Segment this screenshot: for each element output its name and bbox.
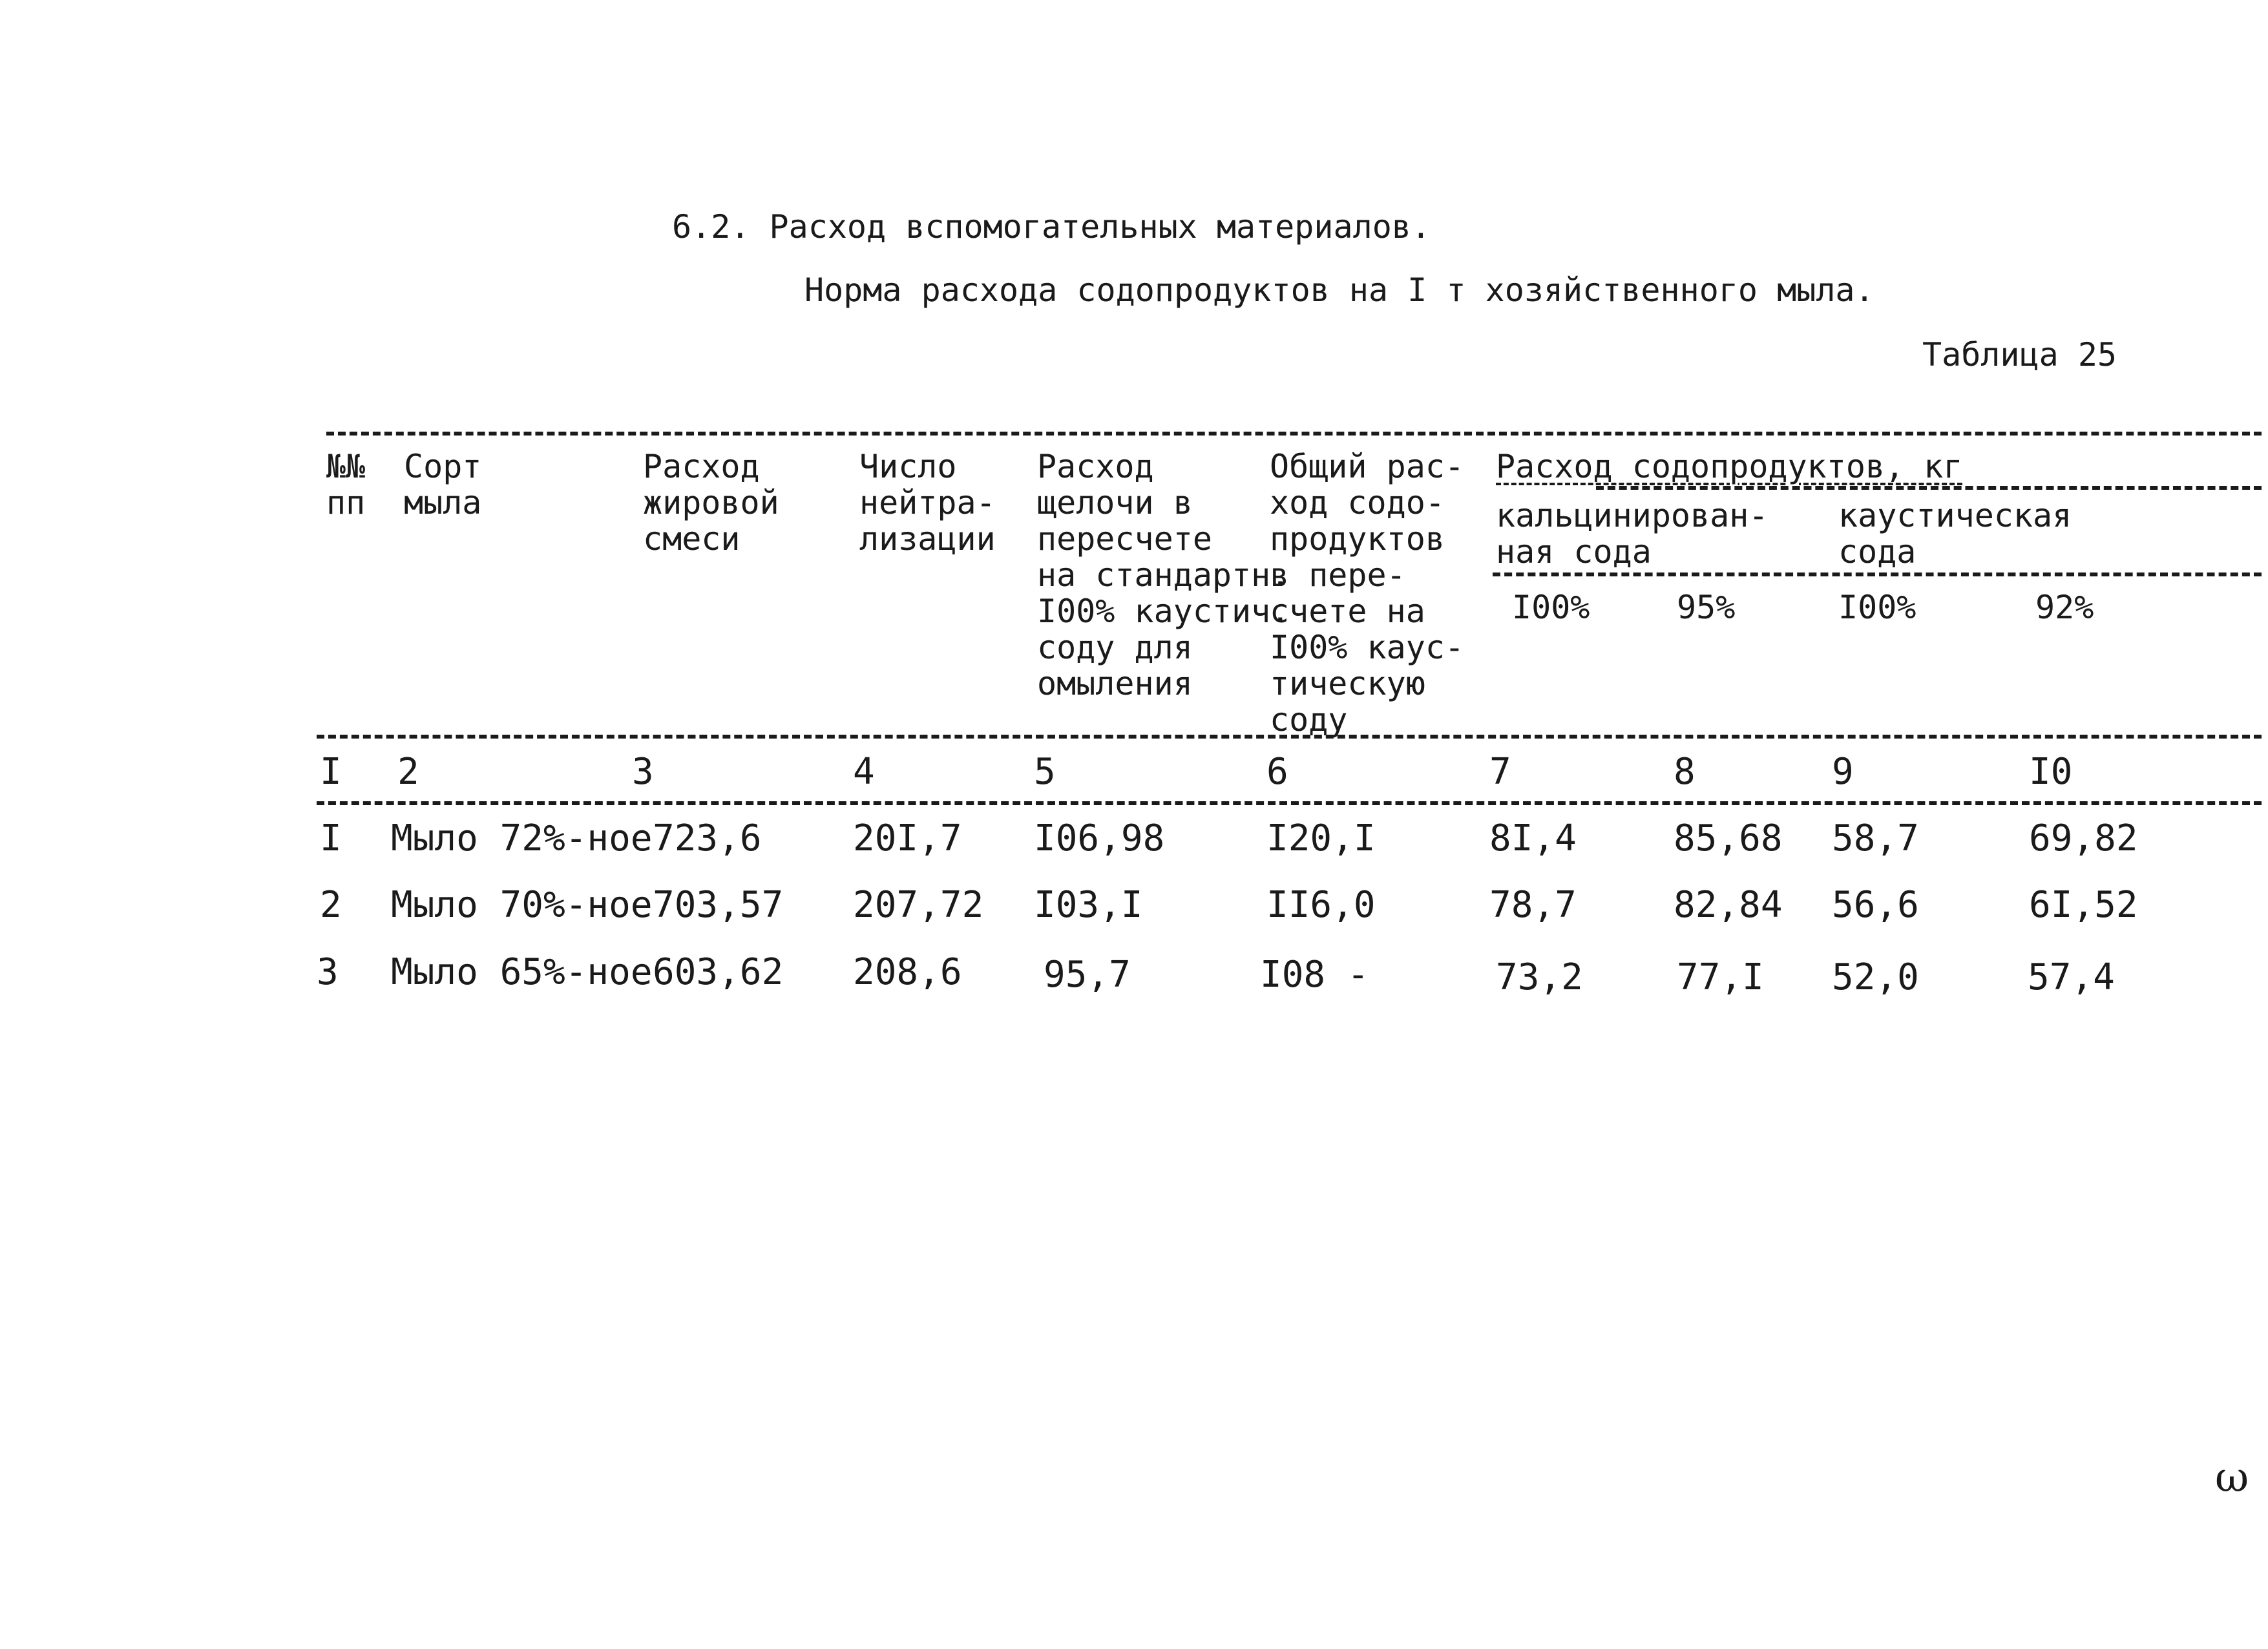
col-number-10: I0: [2029, 751, 2073, 793]
group-header-rule: [1596, 486, 2262, 490]
row2-neutralization: 207,72: [853, 884, 984, 926]
row2-grade: Мыло 70%-ное: [391, 884, 653, 926]
col-number-3: 3: [632, 751, 654, 793]
col-number-7: 7: [1489, 751, 1511, 793]
row3-calc-100: 73,2: [1496, 956, 1583, 998]
header-soap-grade: Сорт мыла: [404, 448, 482, 521]
row2-fat-mix: 703,57: [653, 884, 784, 926]
row1-alkali: I06,98: [1034, 817, 1165, 859]
page-mark: ω: [2215, 1454, 2249, 1502]
col-number-5: 5: [1034, 751, 1056, 793]
row2-num: 2: [320, 884, 342, 926]
subgroup-header-rule: [1493, 572, 2262, 576]
row2-alkali: I03,I: [1034, 884, 1143, 926]
header-neutralization: Число нейтра- лизации: [859, 448, 996, 558]
row2-calc-95: 82,84: [1674, 884, 1783, 926]
header-total-soda: Общий рас- ход содо- продуктов в пере- счете на I00% каус- тическую соду: [1270, 448, 1465, 739]
row1-fat-mix: 723,6: [653, 817, 762, 859]
row1-neutralization: 20I,7: [853, 817, 962, 859]
numbers-bottom-rule: [317, 801, 2262, 805]
row1-num: I: [320, 817, 342, 859]
row3-fat-mix: 603,62: [653, 951, 784, 993]
row1-caust-100: 58,7: [1832, 817, 1919, 859]
row1-calc-95: 85,68: [1674, 817, 1783, 859]
header-num: №№ пп: [326, 448, 366, 521]
header-caust-100: I00%: [1838, 589, 1916, 626]
row2-caust-100: 56,6: [1832, 884, 1919, 926]
row2-caust-92: 6I,52: [2029, 884, 2138, 926]
row1-total-soda: I20,I: [1266, 817, 1376, 859]
row3-caust-92: 57,4: [2028, 956, 2115, 998]
section-title: 6.2. Расход вспомогательных материалов.: [672, 208, 1431, 246]
col-number-2: 2: [397, 751, 419, 793]
row2-total-soda: II6,0: [1266, 884, 1376, 926]
table-subtitle: Норма расхода содопродуктов на I т хозяйственного мыла.: [804, 271, 1874, 309]
col-number-4: 4: [853, 751, 875, 793]
header-caustic-soda: каустическая сода: [1838, 497, 2072, 571]
header-calc-95: 95%: [1677, 589, 1736, 626]
col-number-6: 6: [1266, 751, 1288, 793]
row3-calc-95: 77,I: [1677, 956, 1764, 998]
header-alkali: Расход щелочи в пересчете на стандартн. I00% каустич. соду для омыления: [1037, 448, 1290, 702]
row2-calc-100: 78,7: [1489, 884, 1577, 926]
header-caust-92: 92%: [2035, 589, 2094, 626]
row3-alkali: 95,7: [1044, 954, 1131, 996]
col-number-1: I: [320, 751, 342, 793]
header-fat-mix: Расход жировой смеси: [643, 448, 779, 558]
table-top-rule: [326, 432, 2262, 436]
row1-grade: Мыло 72%-ное: [391, 817, 653, 859]
table-label: Таблица 25: [1922, 336, 2117, 373]
header-soda-group: Расход содопродуктов, кг: [1496, 448, 1963, 485]
row1-caust-92: 69,82: [2029, 817, 2138, 859]
row3-caust-100: 52,0: [1832, 956, 1919, 998]
row3-num: 3: [317, 951, 339, 993]
row1-calc-100: 8I,4: [1489, 817, 1577, 859]
row3-total-soda: I08 -: [1260, 954, 1369, 996]
col-number-8: 8: [1674, 751, 1696, 793]
header-calcined-soda: кальцинирован- ная сода: [1496, 497, 1769, 571]
row3-grade: Мыло 65%-ное: [391, 951, 653, 993]
col-number-9: 9: [1832, 751, 1854, 793]
header-calc-100: I00%: [1512, 589, 1590, 626]
row3-neutralization: 208,6: [853, 951, 962, 993]
